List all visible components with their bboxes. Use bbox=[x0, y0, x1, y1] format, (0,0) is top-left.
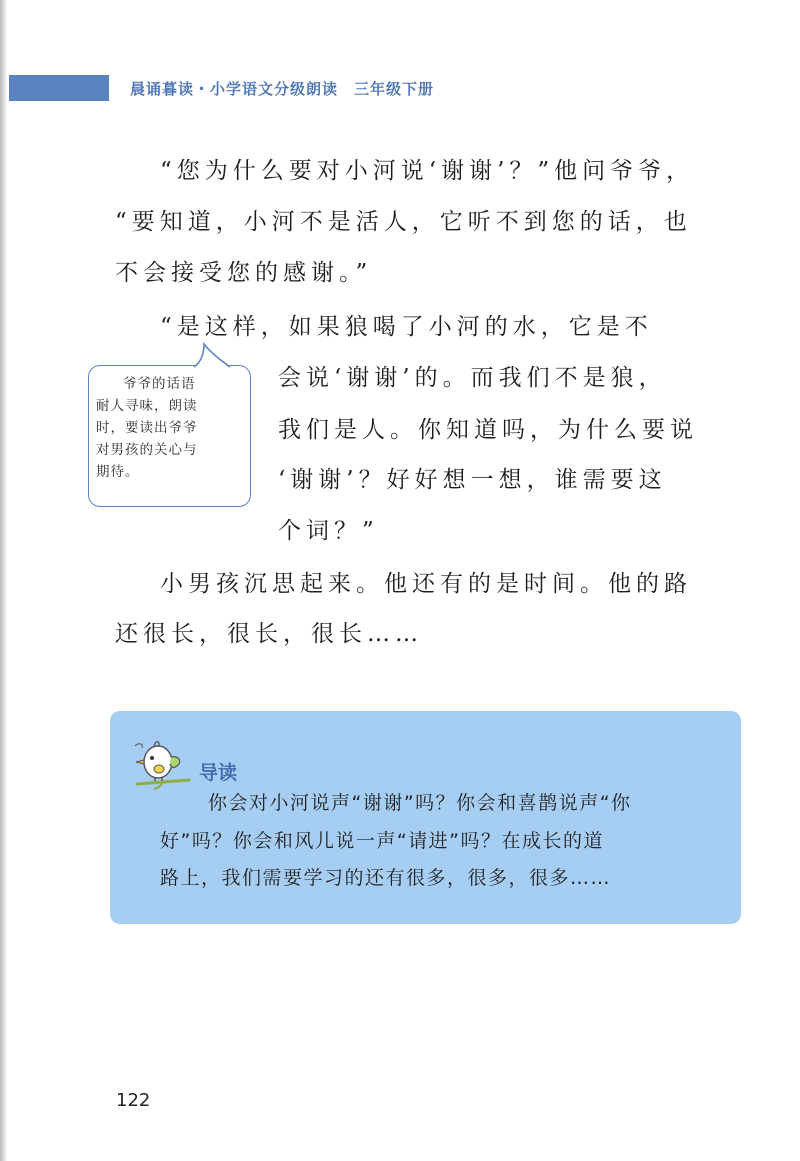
story-line-10: 还很长，很长，很长…… bbox=[115, 621, 423, 647]
header-color-bar bbox=[9, 75, 109, 101]
story-line-5: 会说‘谢谢’的。而我们不是狼， bbox=[278, 365, 667, 391]
story-line-2: “要知道，小河不是活人，它听不到您的话，也 bbox=[115, 209, 692, 235]
story-line-6: 我们是人。你知道吗，为什么要说 bbox=[278, 417, 698, 443]
guide-line-2: 好”吗？你会和风儿说一声“请进”吗？在成长的道 bbox=[160, 830, 605, 852]
reading-tip-line-4: 对男孩的关心与 bbox=[96, 442, 198, 458]
guide-line-3: 路上，我们需要学习的还有很多，很多，很多…… bbox=[160, 867, 612, 889]
story-line-4: “是这样，如果狼喝了小河的水，它是不 bbox=[160, 314, 653, 340]
guide-heading: 导读 bbox=[199, 762, 238, 784]
reading-tip-text bbox=[96, 373, 246, 483]
story-line-9: 小男孩沉思起来。他还有的是时间。他的路 bbox=[160, 571, 692, 597]
story-line-7: ‘谢谢’？好好想一想，谁需要这 bbox=[278, 467, 667, 493]
reading-tip-line-5: 期待。 bbox=[96, 464, 140, 480]
callout-pointer bbox=[192, 344, 232, 368]
story-line-1: “您为什么要对小河说‘谢谢’？”他问爷爷， bbox=[160, 158, 695, 184]
guide-line-1: 你会对小河说声“谢谢”吗？你会和喜鹊说声“你 bbox=[208, 792, 632, 814]
reading-tip-line-3: 时，要读出爷爷 bbox=[96, 420, 198, 436]
story-line-3: 不会接受您的感谢。” bbox=[115, 260, 373, 286]
guide-reading-panel bbox=[110, 711, 741, 924]
page-number: 122 bbox=[116, 1090, 151, 1111]
page-binding-edge bbox=[0, 0, 7, 1161]
reading-tip-line-2: 耐人寻味，朗读 bbox=[96, 398, 198, 414]
reading-tip-line-1: 爷爷的话语 bbox=[123, 376, 196, 392]
running-header: 晨诵暮读・小学语文分级朗读 三年级下册 bbox=[130, 80, 435, 98]
story-line-8: 个词？” bbox=[278, 518, 379, 544]
bird-icon bbox=[133, 733, 193, 791]
